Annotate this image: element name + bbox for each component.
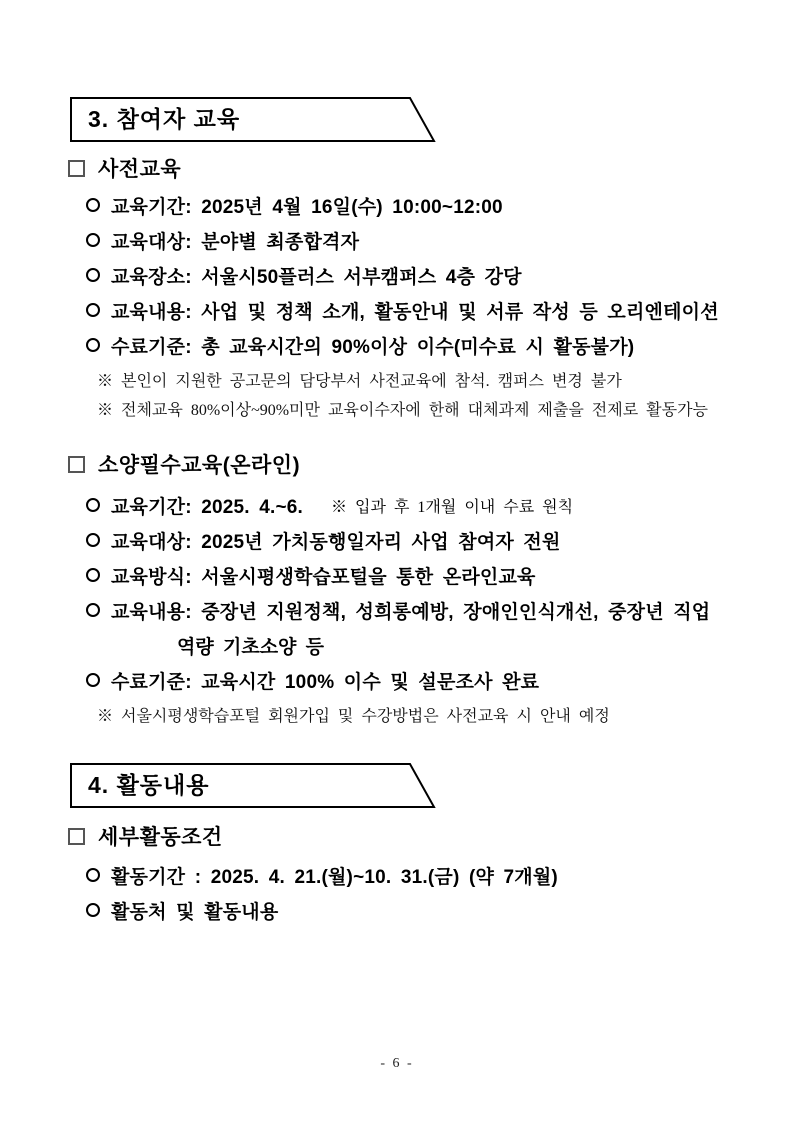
circle-bullet-icon [86,903,100,917]
list-item-text: 교육내용: 중장년 지원정책, 성희롱예방, 장애인인식개선, 중장년 직업 [111,601,711,623]
footnote: ※ 전체교육 80%이상~90%미만 교육이수자에 한해 대체과제 제출을 전제로 활동가능 [97,401,708,419]
list-item-text: 교육방식: 서울시평생학습포털을 통한 온라인교육 [111,566,536,588]
circle-bullet-icon [86,233,100,247]
section-4-banner [70,763,436,809]
circle-bullet-icon [86,268,100,282]
circle-bullet-icon [86,868,100,882]
circle-bullet-icon [86,673,100,687]
list-item [86,597,710,623]
footnote: ※ 본인이 지원한 공고문의 담당부서 사전교육에 참석. 캠퍼스 변경 불가 [97,372,622,390]
footnote: ※ 서울시평생학습포털 회원가입 및 수강방법은 사전교육 시 안내 예정 [97,707,610,725]
circle-bullet-icon [86,198,100,212]
square-bullet-icon [68,160,85,177]
list-item [86,492,573,518]
section-3-title: 3. 참여자 교육 [88,106,241,132]
list-item-text: 교육기간: 2025년 4월 16일(수) 10:00~12:00 [111,196,503,218]
list-item-text: 수료기준: 교육시간 100% 이수 및 설문조사 완료 [111,671,540,693]
square-bullet-icon [68,456,85,473]
list-item-text: 교육기간: 2025. 4.~6. [111,496,304,518]
circle-bullet-icon [86,568,100,582]
list-item-continuation: 역량 기초소양 등 [177,636,325,658]
subsection-online-education-heading [68,449,300,479]
square-bullet-icon [68,828,85,845]
list-item [86,192,503,218]
list-item [86,862,558,888]
subsection-title: 소양필수교육(온라인) [98,454,301,477]
list-item-text: 교육장소: 서울시50플러스 서부캠퍼스 4층 강당 [111,266,522,288]
list-item [86,262,522,288]
circle-bullet-icon [86,603,100,617]
list-item [86,562,536,588]
subsection-pre-education-heading [68,153,181,183]
list-item-text: 활동처 및 활동내용 [111,901,279,923]
circle-bullet-icon [86,533,100,547]
list-item-text: 교육내용: 사업 및 정책 소개, 활동안내 및 서류 작성 등 오리엔테이션 [111,301,719,323]
list-item [86,227,359,253]
circle-bullet-icon [86,498,100,512]
subsection-title: 사전교육 [98,158,182,181]
list-item [86,297,719,323]
list-item-text: 수료기준: 총 교육시간의 90%이상 이수(미수료 시 활동불가) [111,336,635,358]
circle-bullet-icon [86,303,100,317]
page-number: - 6 - [380,1056,414,1071]
list-item [86,527,561,553]
list-item [86,897,278,923]
list-item [86,667,539,693]
list-item-text: 교육대상: 분야별 최종합격자 [111,231,360,253]
subsection-title: 세부활동조건 [98,826,223,849]
list-item-text: 활동기간 : 2025. 4. 21.(월)~10. 31.(금) (약 7개월) [111,866,558,888]
section-3-banner [70,97,436,143]
circle-bullet-icon [86,338,100,352]
list-item [86,332,634,358]
inline-footnote: ※ 입과 후 1개월 이내 수료 원칙 [331,498,574,516]
subsection-activity-conditions-heading [68,821,223,851]
section-4-title: 4. 활동내용 [88,772,210,798]
list-item-text: 교육대상: 2025년 가치동행일자리 사업 참여자 전원 [111,531,561,553]
